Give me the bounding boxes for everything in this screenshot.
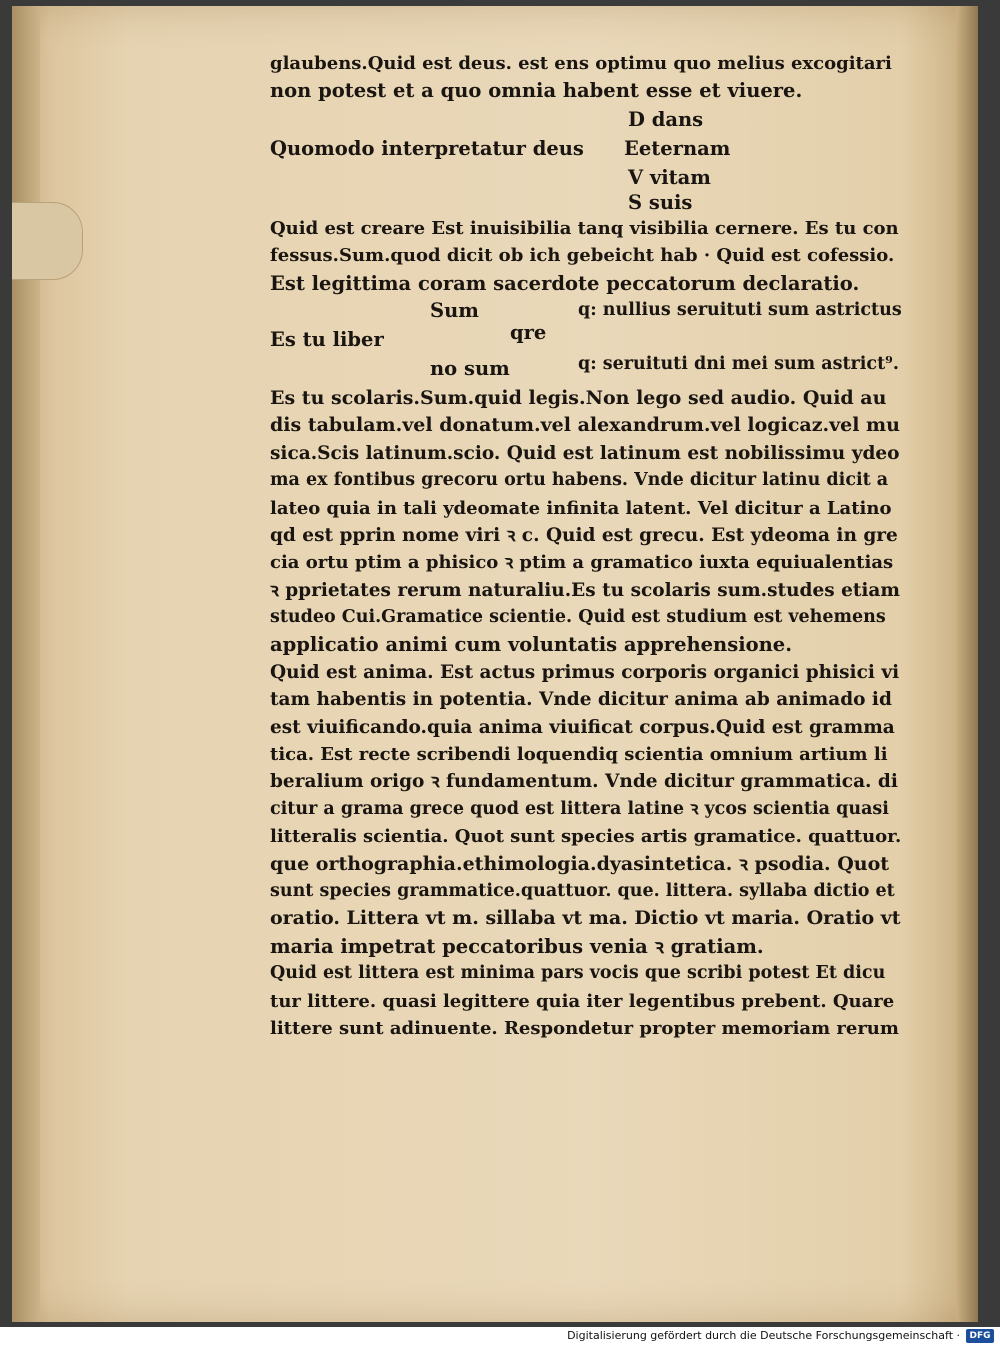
text-line: sunt species grammatice.quattuor. que. littera. syllaba dictio et (270, 880, 895, 901)
text-line: tur littere. quasi legittere quia iter legentibus prebent. Quare (270, 990, 895, 1012)
page-text-block (270, 50, 902, 1042)
text-line: Es tu scolaris.Sum.quid legis.Non lego sed audio. Quid au (270, 386, 887, 409)
acrostic-line: V vitam (628, 165, 711, 189)
text-line: litteralis scientia. Quot sunt species artis gramatice. quattuor. (270, 826, 902, 848)
text-line: tica. Est recte scribendi loquendiq scientia omnium artium li (270, 744, 888, 766)
text-line: Quid est creare Est inuisibilia tanq visibilia cernere. Es tu con (270, 217, 899, 239)
text-line: fessus.Sum.quod dicit ob ich gebeicht hab · Quid est cofessio. (270, 245, 895, 267)
liber-sum-label: Sum (430, 298, 479, 322)
body-lines (270, 385, 902, 1042)
text-line: Quid est anima. Est actus primus corporis organici phisici vi (270, 661, 900, 683)
text-line: Est legittima coram sacerdote peccatorum declaratio. (270, 271, 860, 295)
text-line: ꝛ pprietates rerum naturaliu.Es tu scolaris sum.studes etiam (270, 579, 900, 601)
footer-credit: Digitalisierung gefördert durch die Deutsche Forschungsgemeinschaft · (567, 1329, 960, 1342)
text-line: Quid est littera est minima pars vocis que scribi potest Et dicu (270, 963, 886, 984)
acrostic-block (270, 105, 902, 215)
text-line: est viuificando.quia anima viuificat corpus.Quid est gramma (270, 716, 895, 738)
liber-sum-text: q: nullius seruituti sum astrictus (578, 299, 902, 320)
text-line: dis tabulam.vel donatum.vel alexandrum.vel logicaz.vel mu (270, 414, 900, 437)
footer-bar (0, 1327, 1000, 1346)
liber-non-text: q: seruituti dni mei sum astrict⁹. (578, 353, 899, 374)
text-line: non potest et a quo omnia habent esse et viuere. (270, 79, 803, 103)
text-line: tam habentis in potentia. Vnde dicitur anima ab animado id (270, 689, 892, 711)
text-line: studeo Cui.Gramatice scientie. Quid est studium est vehemens (270, 607, 886, 628)
liber-non-label: no sum (430, 356, 510, 380)
acrostic-question: Quomodo interpretatur deus (270, 136, 584, 160)
text-line: glaubens.Quid est deus. est ens optimu quo melius excogitari (270, 53, 892, 74)
text-line: littere sunt adinuente. Respondetur propter memoriam rerum (270, 1017, 899, 1039)
text-line: qd est pprin nome viri ꝛ c. Quid est grecu. Est ydeoma in gre (270, 524, 898, 546)
liber-question: Es tu liber (270, 327, 384, 351)
acrostic-line: S suis (628, 190, 693, 214)
bookmark-tab (12, 202, 83, 280)
text-line: lateo quia in tali ydeomate infinita latent. Vel dicitur a Latino (270, 497, 892, 519)
acrostic-line: D dans (628, 107, 704, 131)
dfg-logo: DFG (966, 1329, 994, 1343)
text-line: ma ex fontibus grecoru ortu habens. Vnde dicitur latinu dicit a (270, 470, 889, 491)
liber-qre: qre (510, 320, 547, 344)
text-line: citur a grama grece quod est littera latine ꝛ ycos scientia quasi (270, 798, 889, 819)
liber-block (270, 297, 902, 385)
acrostic-line: Eeternam (624, 136, 731, 160)
text-line: beralium origo ꝛ fundamentum. Vnde dicitur grammatica. di (270, 771, 898, 793)
text-line: cia ortu ptim a phisico ꝛ ptim a gramatico iuxta equiualentias (270, 552, 894, 574)
text-line: que orthographia.ethimologia.dyasintetica. ꝛ psodia. Quot (270, 852, 890, 875)
page-fore-edge (956, 6, 978, 1322)
text-line: applicatio animi cum voluntatis apprehensione. (270, 633, 792, 657)
text-line: oratio. Littera vt m. sillaba vt ma. Dictio vt maria. Oratio vt (270, 907, 901, 930)
text-line: maria impetrat peccatoribus venia ꝛ gratiam. (270, 934, 764, 958)
text-line: sica.Scis latinum.scio. Quid est latinum est nobilissimu ydeo (270, 442, 900, 464)
